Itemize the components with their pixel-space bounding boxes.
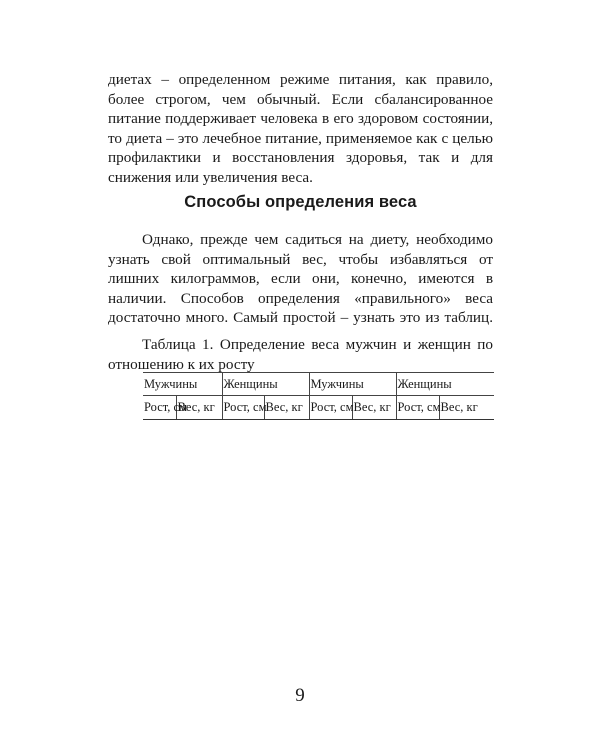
header-women: Женщины	[396, 373, 494, 396]
paragraph-line: питание поддерживает человека в его здоровом состоянии,	[108, 110, 493, 127]
paragraph-line: снижения или увеличения веса.	[108, 168, 313, 186]
subheader-height: Рост, см	[143, 396, 176, 420]
subheader-weight: Вес, кг	[176, 396, 222, 420]
caption-line: отношению к их росту	[108, 355, 255, 373]
weight-height-table	[143, 372, 494, 420]
subheader-weight: Вес, кг	[264, 396, 309, 420]
paragraph-line: Однако, прежде чем садиться на диету, необходимо	[142, 231, 493, 248]
subheader-weight: Вес, кг	[439, 396, 494, 420]
section-heading: Способы определения веса	[184, 193, 417, 211]
subheader-height: Рост, см	[222, 396, 264, 420]
paragraph-line: узнать свой оптимальный вес, чтобы избавляться от	[108, 250, 493, 268]
table-header-row	[143, 373, 494, 396]
paragraph-line: то диета – это лечебное питание, применяемое как с целью	[108, 129, 493, 147]
page-number: 9	[295, 685, 305, 706]
header-women: Женщины	[222, 373, 309, 396]
paragraph-line: достаточно много. Самый простой – узнать это из таблиц.	[108, 309, 493, 326]
subheader-weight: Вес, кг	[352, 396, 396, 420]
paragraph-line: профилактики и восстановления здоровья, так и для	[108, 149, 493, 166]
paragraph-line: лишних килограммов, если они, конечно, имеются в	[108, 270, 493, 287]
table-caption	[108, 335, 493, 374]
header-men: Мужчины	[143, 373, 222, 396]
header-men: Мужчины	[309, 373, 396, 396]
paragraph-weight-methods	[108, 230, 493, 328]
paragraph-line: наличии. Способов определения «правильного» веса	[108, 289, 493, 307]
paragraph-line: диетах – определенном режиме питания, как правило,	[108, 71, 493, 88]
table-subheader-row	[143, 396, 494, 420]
paragraph-line: более строгом, чем обычный. Если сбалансированное	[108, 90, 493, 108]
paragraph-diet	[108, 70, 493, 187]
subheader-height: Рост, см	[309, 396, 352, 420]
subheader-height: Рост, см	[396, 396, 439, 420]
caption-line: Таблица 1. Определение веса мужчин и женщин по	[142, 336, 493, 353]
